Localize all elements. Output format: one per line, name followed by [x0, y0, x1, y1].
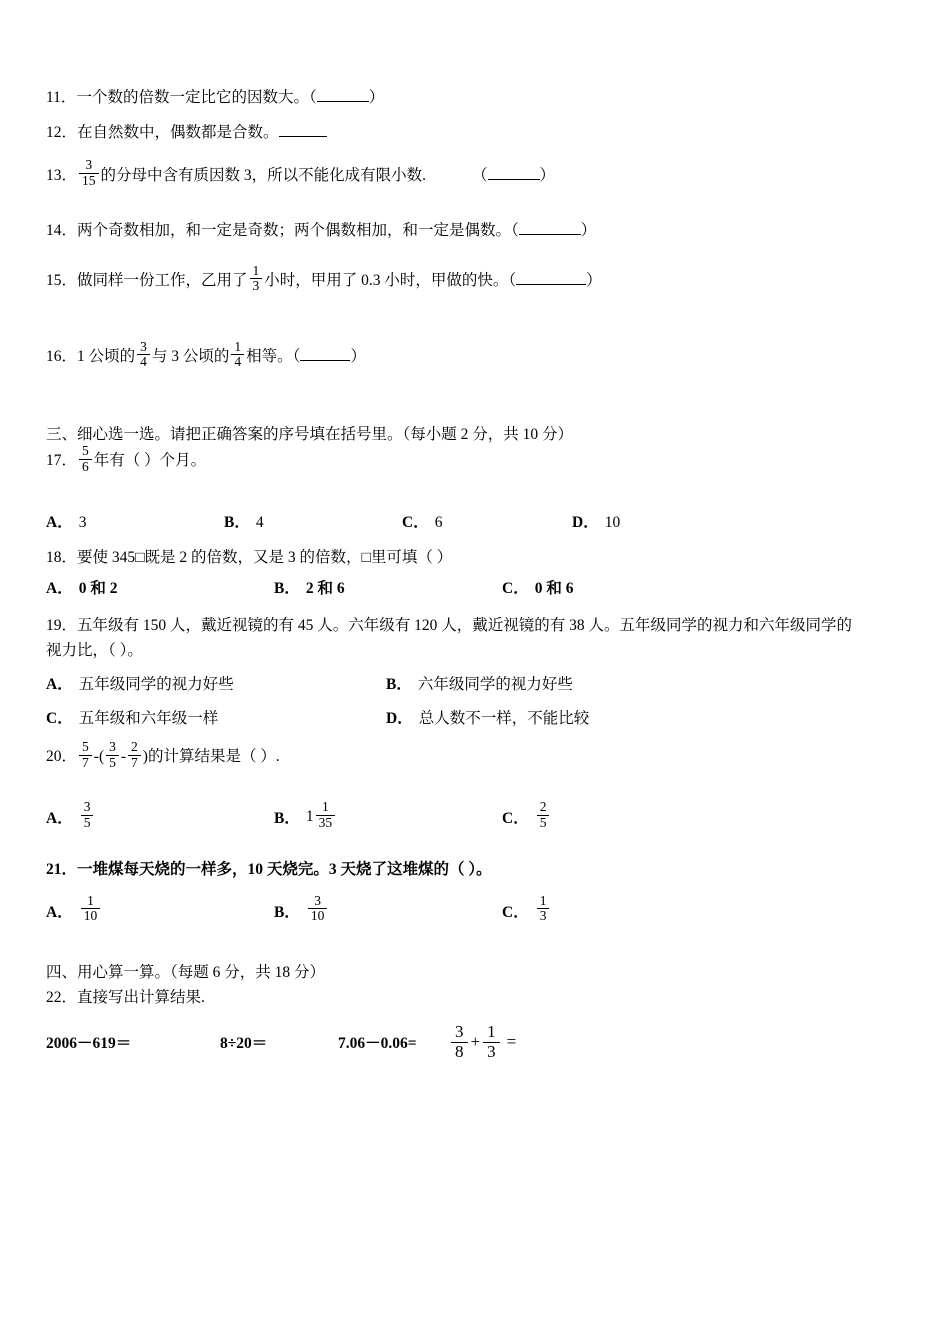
- calc-item-1: 2006－619＝: [46, 1035, 132, 1053]
- option-b-label: B．: [274, 810, 300, 828]
- question-19-number: 19．: [46, 616, 78, 634]
- option-b[interactable]: [274, 892, 502, 926]
- question-18: [46, 546, 908, 569]
- question-13-tail: ）: [539, 166, 556, 184]
- fraction-numerator: 2: [537, 800, 550, 816]
- section-three-heading: 三、细心选一选。请把正确答案的序号填在括号里。（每小题 2 分，共 10 分）: [46, 426, 574, 444]
- fraction-denominator: 10: [310, 908, 325, 924]
- fraction-denominator: 10: [83, 908, 98, 924]
- option-a-value: 五年级同学的视力好些: [78, 676, 234, 694]
- option-a-value: 0 和 2: [78, 579, 118, 597]
- question-22-text: 直接写出计算结果.: [77, 988, 205, 1006]
- question-22-items: [46, 1023, 908, 1061]
- option-a-label: A．: [46, 810, 73, 828]
- option-b-value: 六年级同学的视力好些: [417, 676, 573, 694]
- question-20-fraction-3: [128, 740, 141, 770]
- question-16-text-c: 相等。（: [246, 348, 301, 366]
- fraction-numerator: 1: [231, 340, 244, 356]
- option-c[interactable]: [502, 892, 551, 926]
- question-12-number: 12．: [46, 124, 78, 142]
- question-12: [46, 121, 908, 144]
- option-b-label: B．: [386, 676, 412, 694]
- fraction-denominator: 3: [252, 278, 260, 294]
- option-d-label: D．: [386, 710, 413, 728]
- question-17: [46, 443, 908, 476]
- question-11-text: 一个数的倍数一定比它的因数大。（: [76, 89, 317, 106]
- option-d-value: 10: [604, 514, 621, 532]
- fraction-numerator: 3: [106, 740, 119, 756]
- option-c-value: 0 和 6: [534, 579, 574, 597]
- fraction-numerator: 1: [483, 1023, 500, 1043]
- question-14-text-after: ）: [580, 221, 597, 239]
- question-13-fraction: [79, 158, 99, 188]
- fraction-denominator: 7: [82, 754, 89, 770]
- fraction-denominator: 3: [539, 908, 547, 924]
- option-d-label: D．: [572, 514, 599, 532]
- question-14-number: 14．: [46, 221, 78, 239]
- question-22-number: 22．: [46, 988, 78, 1006]
- question-15: [46, 262, 908, 296]
- question-20-minus-2: -: [120, 748, 127, 766]
- question-20-fraction-1: [79, 740, 92, 770]
- question-11-number: 11．: [46, 89, 77, 106]
- question-22: [46, 986, 908, 1009]
- option-c-label: C．: [502, 903, 529, 921]
- option-c-label: C．: [402, 514, 429, 532]
- question-11-text-after: ）: [368, 89, 385, 106]
- question-17-number: 17．: [46, 452, 78, 470]
- question-21-text: 一堆煤每天烧的一样多，10 天烧完。3 天烧了这堆煤的（ ）。: [77, 861, 492, 879]
- question-15-number: 15．: [46, 272, 78, 290]
- question-11: [46, 86, 908, 109]
- option-b-label: B．: [274, 903, 300, 921]
- fraction-numerator: 1: [250, 264, 263, 280]
- option-a-fraction: [81, 894, 101, 924]
- fraction-denominator: 3: [487, 1041, 496, 1061]
- question-14-text: 两个奇数相加，和一定是奇数；两个偶数相加，和一定是偶数。（: [77, 221, 519, 239]
- option-c[interactable]: [502, 799, 551, 832]
- fraction-numerator: 1: [316, 800, 336, 816]
- question-13-blank[interactable]: [488, 179, 540, 180]
- fraction-denominator: 4: [234, 354, 242, 370]
- question-19-line2: 视力比，（ ）。: [46, 641, 143, 659]
- question-19-options-row1: [46, 672, 908, 694]
- question-13-number: 13．: [46, 166, 78, 184]
- question-20-paren-open: (: [98, 748, 105, 766]
- calc-item-2: 8÷20＝: [220, 1035, 268, 1053]
- option-a-label: A．: [46, 579, 73, 597]
- option-c-value: 6: [434, 514, 443, 532]
- question-11-blank[interactable]: [317, 101, 369, 102]
- fraction-numerator: 5: [79, 740, 92, 756]
- question-20-fraction-2: [106, 740, 119, 770]
- option-a-value: 3: [78, 514, 87, 532]
- fraction-numerator: 3: [79, 158, 99, 174]
- question-13-text: 的分母中含有质因数 3，所以不能化成有限小数.: [100, 166, 427, 184]
- question-19-line2-wrap: [46, 639, 908, 662]
- fraction-numerator: 5: [79, 444, 92, 460]
- fraction-numerator: 1: [81, 894, 101, 910]
- option-a[interactable]: [46, 799, 274, 832]
- option-c-value: 五年级和六年级一样: [78, 710, 219, 728]
- option-c-label: C．: [502, 810, 529, 828]
- fraction-denominator: 4: [140, 354, 147, 370]
- option-c[interactable]: [402, 510, 572, 532]
- option-b-label: B．: [274, 579, 300, 597]
- option-c[interactable]: [46, 706, 386, 728]
- option-b-fraction: [316, 800, 336, 830]
- question-17-fraction: [79, 444, 92, 474]
- option-d[interactable]: [386, 706, 589, 728]
- calc-equals: =: [506, 1032, 517, 1052]
- option-a-label: A．: [46, 903, 73, 921]
- fraction-numerator: 1: [537, 894, 550, 910]
- question-20: [46, 738, 908, 772]
- calc-fraction-1: [451, 1023, 468, 1061]
- option-a-label: A．: [46, 514, 73, 532]
- question-16-fraction-1: [137, 340, 150, 370]
- option-b-value: 4: [255, 514, 264, 532]
- fraction-denominator: 6: [82, 458, 89, 474]
- option-d[interactable]: [572, 510, 620, 532]
- question-20-options: [46, 799, 908, 832]
- option-a[interactable]: [46, 672, 386, 694]
- fraction-numerator: 3: [451, 1023, 468, 1043]
- question-14: [46, 219, 908, 242]
- option-b-fraction: [308, 894, 328, 924]
- question-18-number: 18．: [46, 549, 78, 567]
- option-b-value: 2 和 6: [305, 579, 345, 597]
- question-20-number: 20．: [46, 748, 78, 766]
- page-content: [46, 86, 908, 1061]
- fraction-denominator: 5: [83, 814, 91, 830]
- option-c-label: C．: [502, 579, 529, 597]
- question-20-minus: -: [93, 748, 99, 766]
- option-a[interactable]: [46, 892, 274, 926]
- option-b[interactable]: [274, 576, 502, 598]
- fraction-denominator: 5: [539, 814, 547, 830]
- question-13: [46, 157, 908, 191]
- fraction-numerator: 3: [308, 894, 328, 910]
- fraction-numerator: 2: [128, 740, 141, 756]
- calc-fraction-2: [483, 1023, 500, 1061]
- option-c[interactable]: [502, 576, 573, 598]
- question-19: [46, 614, 908, 637]
- question-16: [46, 338, 908, 372]
- question-16-text-a: 1 公顷的: [77, 348, 136, 366]
- question-15-blank[interactable]: [516, 284, 586, 285]
- section-four-heading: 四、用心算一算。（每题 6 分，共 18 分）: [46, 963, 326, 981]
- fraction-denominator: 8: [455, 1041, 464, 1061]
- question-18-text: 要使 345□既是 2 的倍数，又是 3 的倍数，□里可填（ ）: [77, 549, 453, 567]
- option-c-label: C．: [46, 710, 73, 728]
- question-14-blank[interactable]: [519, 234, 581, 235]
- question-15-text-b: 小时，甲用了 0.3 小时，甲做的快。（: [264, 272, 517, 290]
- option-a[interactable]: [46, 510, 224, 532]
- question-20-paren-close: ): [142, 748, 148, 766]
- question-13-text-after: （: [472, 166, 488, 184]
- question-16-number: 16．: [46, 348, 78, 366]
- question-16-blank[interactable]: [300, 360, 350, 361]
- question-16-text-b: 与 3 公顷的: [151, 348, 230, 366]
- option-b-whole: 1: [305, 808, 314, 826]
- option-a[interactable]: [46, 576, 274, 598]
- question-21: [46, 858, 908, 881]
- question-19-options-row2: [46, 706, 908, 728]
- option-b[interactable]: [274, 799, 502, 832]
- question-15-text-c: ）: [586, 272, 602, 290]
- calc-item-3: 7.06－0.06=: [338, 1035, 417, 1053]
- option-a-label: A．: [46, 676, 73, 694]
- option-a-fraction: [81, 800, 94, 830]
- calc-plus: +: [470, 1032, 481, 1052]
- option-c-fraction: [537, 894, 550, 924]
- question-12-blank[interactable]: [279, 136, 327, 137]
- question-21-number: 21．: [46, 861, 78, 879]
- option-b-label: B．: [224, 514, 250, 532]
- fraction-denominator: 15: [82, 172, 96, 188]
- option-b[interactable]: [224, 510, 402, 532]
- fraction-denominator: 7: [131, 754, 138, 770]
- question-16-text-d: ）: [350, 348, 366, 366]
- question-18-options: [46, 576, 908, 598]
- question-19-line1: 五年级有 150 人，戴近视镜的有 45 人。六年级有 120 人，戴近视镜的有 38 人。五年级同学的视力和六年级同学的: [77, 616, 853, 634]
- question-21-options: [46, 892, 908, 926]
- fraction-denominator: 5: [109, 754, 116, 770]
- fraction-numerator: 3: [81, 800, 94, 816]
- question-15-fraction: [250, 264, 263, 294]
- fraction-numerator: 3: [137, 340, 150, 356]
- question-15-text-a: 做同样一份工作，乙用了: [77, 272, 248, 290]
- option-d-value: 总人数不一样，不能比较: [418, 710, 590, 728]
- question-16-fraction-2: [231, 340, 244, 370]
- question-17-options: [46, 510, 908, 532]
- question-17-text: 年有（ ）个月。: [93, 452, 207, 470]
- question-12-text: 在自然数中，偶数都是合数。: [77, 124, 279, 142]
- question-20-text: 的计算结果是（ ）.: [147, 748, 280, 766]
- option-b[interactable]: [386, 672, 573, 694]
- option-c-fraction: [537, 800, 550, 830]
- fraction-denominator: 35: [318, 814, 333, 830]
